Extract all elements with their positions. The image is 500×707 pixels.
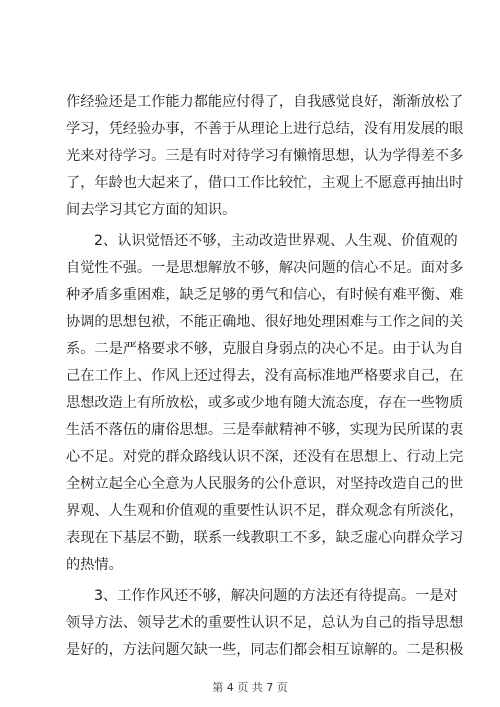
- paragraph-continuation: [66, 89, 464, 224]
- text-line: 表现在下基层不勤，联系一线教职工不多，缺乏虚心向群众学习: [66, 530, 464, 546]
- text-line: 界观、人生观和价值观的重要性认识不足，群众观念有所淡化，: [66, 503, 464, 519]
- text-line: 生活不落伍的庸俗思想。三是奉献精神不够，实现为民所谋的衷: [66, 422, 464, 438]
- text-line: 了，年龄也大起来了，借口工作比较忙，主观上不愿意再抽出时: [66, 175, 464, 191]
- text-line: 己在工作上、作风上还过得去，没有高标准地严格要求自己，在: [66, 368, 464, 384]
- text-line: 的热情。: [66, 557, 123, 573]
- text-line: 协调的思想包袱，不能正确地、很好地处理困难与工作之间的关: [66, 314, 464, 330]
- text-line: 心不足。对党的群众路线认识不深，还没有在思想上、行动上完: [66, 449, 464, 465]
- paragraph-3: [66, 583, 464, 664]
- text-line: 全树立起全心全意为人民服务的公仆意识，对坚持改造自己的世: [66, 476, 464, 492]
- text-line: 领导方法、领导艺术的重要性认识不足，总认为自己的指导思想: [66, 615, 464, 631]
- text-line: 学习，凭经验办事，不善于从理论上进行总结，没有用发展的眼: [66, 121, 464, 137]
- text-line: 是好的，方法问题欠缺一些，同志们都会相互谅解的。二是积极: [66, 642, 464, 658]
- text-line: 光来对待学习。三是有时对待学习有懒惰思想，认为学得差不多: [66, 148, 464, 164]
- text-line: 间去学习其它方面的知识。: [66, 202, 237, 218]
- text-line: 自觉性不强。一是思想解放不够，解决问题的信心不足。面对多: [66, 260, 464, 276]
- paragraph-2: [66, 228, 464, 579]
- text-line: 系。二是严格要求不够，克服自身弱点的决心不足。由于认为自: [66, 341, 464, 357]
- text-line: 思想改造上有所放松，或多或少地有随大流态度，存在一些物质: [66, 395, 464, 411]
- document-body: [66, 89, 464, 664]
- page-number-footer: 第 4 页 共 7 页: [212, 681, 288, 694]
- text-line: 种矛盾多重困难，缺乏足够的勇气和信心，有时候有难平衡、难: [66, 287, 464, 303]
- text-line: 2、认识觉悟还不够，主动改造世界观、人生观、价值观的: [94, 233, 458, 249]
- text-line: 3、工作作风还不够，解决问题的方法还有待提高。一是对: [94, 588, 458, 604]
- text-line: 作经验还是工作能力都能应付得了，自我感觉良好，渐渐放松了: [66, 94, 464, 110]
